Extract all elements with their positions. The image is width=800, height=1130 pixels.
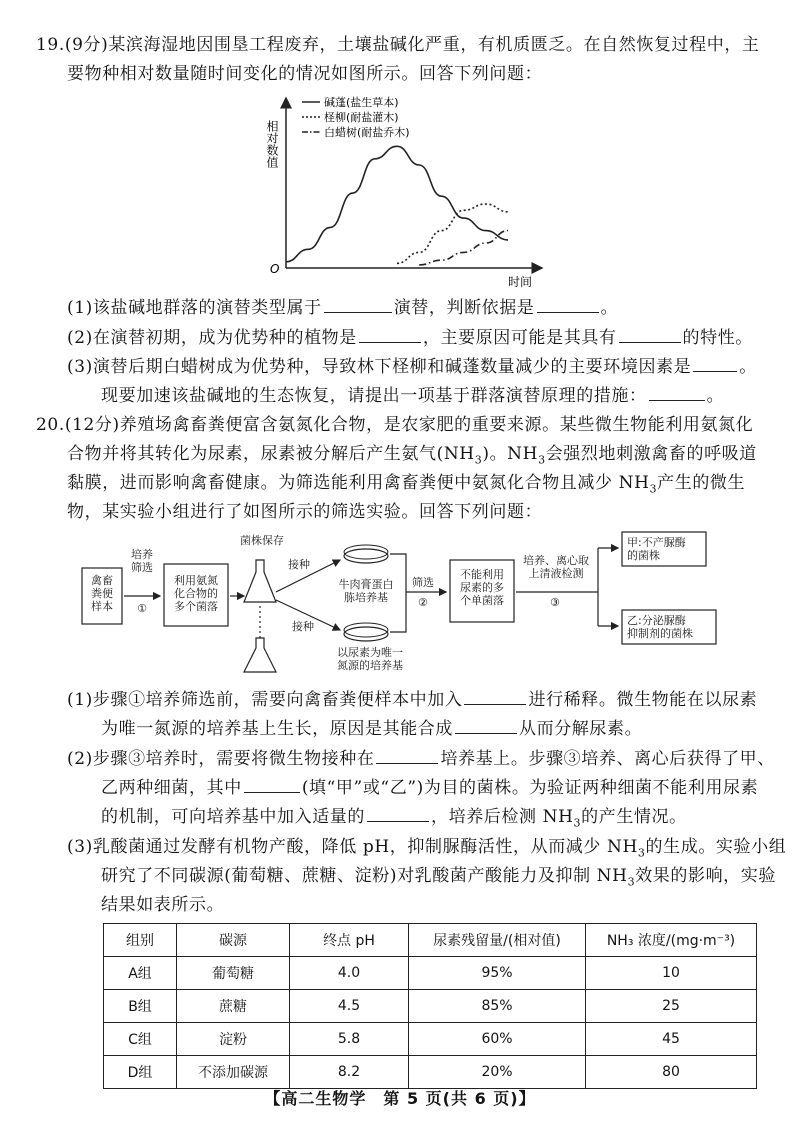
q19-sub3	[67, 355, 757, 378]
answer-blank	[359, 326, 421, 343]
subscript-3: 3	[474, 453, 483, 467]
q19-sub2-text-b: ，主要原因可能是其具有	[422, 328, 617, 348]
answer-blank	[649, 384, 705, 401]
petri-dish-top-icon	[344, 549, 388, 563]
result-b-text: 乙:分泌脲酶抑制剂的菌株	[627, 614, 693, 640]
q20-stem-line3	[67, 472, 745, 500]
q19-sub3-text-a: (3)演替后期白蜡树成为优势种，导致林下柽柳和碱蓬数量减少的主要环境因素是	[67, 357, 692, 377]
q20-sub1	[67, 688, 757, 711]
table-cell: 25	[586, 990, 757, 1023]
q20-sub2-text-g: 的产生情况。	[581, 807, 687, 827]
table-header-row	[104, 924, 757, 957]
table-cell: 5.8	[290, 1023, 409, 1056]
q19-stem-line2: 要物种相对数量随时间变化的情况如图所示。回答下列问题：	[67, 64, 543, 84]
q20-sub2-text-c: 乙两种细菌，其中	[101, 778, 242, 798]
q19-sub1	[67, 296, 618, 319]
table-cell: C组	[104, 1023, 177, 1056]
q20-sub2-text-d: (填“甲”或“乙”)为目的菌株。为验证两种细菌不能利用尿素	[301, 778, 759, 798]
q20-sub2	[67, 747, 775, 770]
q19-sub3-text-d: 。	[706, 386, 725, 406]
single-colony-text: 不能利用尿素的多个单菌落	[460, 568, 504, 607]
table-cell: 95%	[409, 957, 586, 990]
q19-sub3-cont	[101, 384, 724, 407]
table-header: 碳源	[177, 924, 290, 957]
q20-sub3-text-a: (3)乳酸菌通过发酵有机物产酸，降低 pH，抑制脲酶活性，从而减少 NH	[67, 837, 638, 857]
table-cell: A组	[104, 957, 177, 990]
q20-sub2-text-a: (2)步骤③培养时，需要将微生物接种在	[67, 749, 375, 769]
table-header: 尿素残留量/(相对值)	[409, 924, 586, 957]
table-header: 终点 pH	[290, 924, 409, 957]
preserve-flask-icon	[244, 560, 276, 602]
q20-sub3-text-b: 的生成。实验小组	[645, 837, 787, 857]
q20-sub3	[67, 836, 786, 864]
subscript-3: 3	[627, 875, 636, 889]
q19-sub1-text-b: 演替，判断依据是	[393, 298, 535, 318]
sample-text: 禽畜粪便样本	[91, 574, 113, 613]
answer-blank	[537, 296, 599, 313]
answer-blank	[376, 747, 438, 764]
preserve-label: 菌株保存	[240, 534, 284, 547]
answer-blank	[367, 805, 429, 822]
series-line-baila	[419, 231, 508, 265]
q20-sub1-cont	[101, 717, 642, 740]
answer-blank	[693, 355, 737, 372]
step1-label: 培养筛选	[131, 548, 153, 574]
petri-dish-bottom-rim	[344, 623, 388, 637]
x-axis-label: 时间	[508, 275, 533, 289]
step3-number: ③	[550, 596, 560, 609]
table-row	[104, 1056, 757, 1089]
origin-label: O	[270, 262, 280, 276]
q20-sub1-text-b: 进行稀释。微生物能在以尿素	[528, 690, 758, 710]
step2-number: ②	[418, 596, 428, 609]
q20-sub2-text-f: ，培养后检测 NH	[431, 807, 574, 827]
petri-dish-bottom-icon	[344, 627, 388, 641]
q19-line-graph	[250, 92, 550, 290]
table-header: NH₃ 浓度/(mg·m⁻³)	[586, 924, 757, 957]
table-cell: 20%	[409, 1056, 586, 1089]
answer-blank	[464, 688, 526, 705]
q20-sub2-text-b: 培养基上。步骤③培养、离心后获得了甲、	[440, 749, 775, 769]
results-table	[103, 923, 757, 1089]
answer-blank	[619, 326, 681, 343]
q19-sub2-text-a: (2)在演替初期，成为优势种的植物是	[67, 328, 357, 348]
bracket-connector	[390, 554, 406, 632]
q20-stem-text: 合物并将其转化为尿素，尿素被分解后产生氨气(NH	[67, 444, 475, 464]
table-cell: 45	[586, 1023, 757, 1056]
table-cell: 60%	[409, 1023, 586, 1056]
legend-label-solid: 碱蓬(盐生草本)	[324, 96, 399, 109]
table-row	[104, 957, 757, 990]
q20-sub3-text-d: 效果的影响，实验	[635, 866, 776, 886]
table-row	[104, 1023, 757, 1056]
table-cell: 淀粉	[177, 1023, 290, 1056]
step2-label: 筛选	[412, 576, 434, 589]
q19-sub3-text-c: 现要加速该盐碱地的生态恢复，请提出一项基于群落演替原理的措施：	[101, 386, 647, 406]
series-line-jianpeng	[286, 146, 508, 261]
q20-sub3-text-c: 研究了不同碳源(葡萄糖、蔗糖、淀粉)对乳酸菌产酸能力及抑制 NH	[101, 866, 628, 886]
q20-sub3-cont2: 结果如表所示。	[101, 895, 225, 915]
q19-sub1-text-c: 。	[600, 298, 619, 318]
table-cell: 8.2	[290, 1056, 409, 1089]
table-row	[104, 990, 757, 1023]
q20-sub2-text-e: 的机制，可向培养基中加入适量的	[101, 807, 365, 827]
q20-stem-line1: 20.(12分)养殖场禽畜粪便富含氨氮化合物，是农家肥的重要来源。某些微生物能利用氨氮化	[36, 415, 754, 435]
y-axis-label: 相对数值	[265, 120, 279, 168]
q20-stem-line4: 物，某实验小组进行了如图所示的筛选实验。回答下列问题：	[67, 502, 543, 522]
subscript-3: 3	[538, 453, 546, 467]
q19-sub2-text-c: 的特性。	[682, 328, 753, 348]
table-header: 组别	[104, 924, 177, 957]
q20-sub2-cont2	[101, 805, 687, 834]
answer-blank	[244, 776, 300, 793]
table-cell: 80	[586, 1056, 757, 1089]
table-cell: 葡萄糖	[177, 957, 290, 990]
q19-stem-line1: 19.(9分)某滨海湿地因围垦工程废弃，土壤盐碱化严重，有机质匮乏。在自然恢复过程中，主	[36, 35, 760, 55]
legend-label-dashdot: 白蜡树(耐盐乔木)	[324, 126, 410, 139]
q20-stem-text: 产生的微生	[657, 473, 746, 493]
table-cell: D组	[104, 1056, 177, 1089]
medium-top-label: 牛肉膏蛋白胨培养基	[338, 578, 394, 604]
petri-dish-top-rim	[344, 545, 388, 559]
table-cell: 10	[586, 957, 757, 990]
table-cell: 85%	[409, 990, 586, 1023]
subscript-3: 3	[637, 846, 646, 860]
q19-sub3-text-b: 。	[739, 357, 757, 377]
inoculate-top-label: 接种	[288, 558, 310, 571]
subscript-3: 3	[649, 482, 658, 496]
table-cell: B组	[104, 990, 177, 1023]
table-cell: 4.5	[290, 990, 409, 1023]
q19-sub2	[67, 326, 753, 349]
subscript-3: 3	[573, 816, 582, 830]
table-cell: 蔗糖	[177, 990, 290, 1023]
legend-label-dotted: 柽柳(耐盐灌木)	[324, 111, 399, 124]
inoculate-bottom-label: 接种	[292, 620, 314, 633]
result-a-text: 甲:不产脲酶的菌株	[627, 536, 686, 562]
answer-blank	[324, 296, 392, 313]
colonies-text: 利用氨氮化合物的多个菌落	[174, 574, 218, 613]
q20-sub1-text-c: 为唯一氮源的培养基上生长，原因是其能合成	[101, 719, 453, 739]
bottom-flask-icon	[244, 638, 276, 672]
screening-flow-diagram	[78, 530, 728, 682]
table-cell: 不添加碳源	[177, 1056, 290, 1089]
page-footer: 【高二生物学 第 5 页(共 6 页)】	[264, 1089, 536, 1108]
q20-sub3-cont1	[101, 865, 776, 893]
q20-stem-text: 会强烈地刺激禽畜的呼吸道	[545, 444, 757, 464]
medium-bottom-label: 以尿素为唯一氮源的培养基	[337, 646, 403, 672]
table-cell: 4.0	[290, 957, 409, 990]
q20-stem-text: 黏膜，进而影响禽畜健康。为筛选能利用禽畜粪便中氨氮化合物且减少 NH	[67, 473, 650, 493]
q19-sub1-text-a: (1)该盐碱地群落的演替类型属于	[67, 298, 322, 318]
q20-stem-line2	[67, 443, 757, 471]
q20-stem-text: )。NH	[482, 444, 539, 464]
answer-blank	[455, 717, 517, 734]
series-line-chengliu	[397, 204, 508, 263]
q20-sub1-text-a: (1)步骤①培养筛选前，需要向禽畜粪便样本中加入	[67, 690, 463, 710]
step1-number: ①	[137, 602, 147, 615]
step3-label: 培养、离心取上清液检测	[523, 554, 589, 580]
q20-sub2-cont1	[101, 776, 758, 799]
q20-sub1-text-d: 从而分解尿素。	[519, 719, 643, 739]
